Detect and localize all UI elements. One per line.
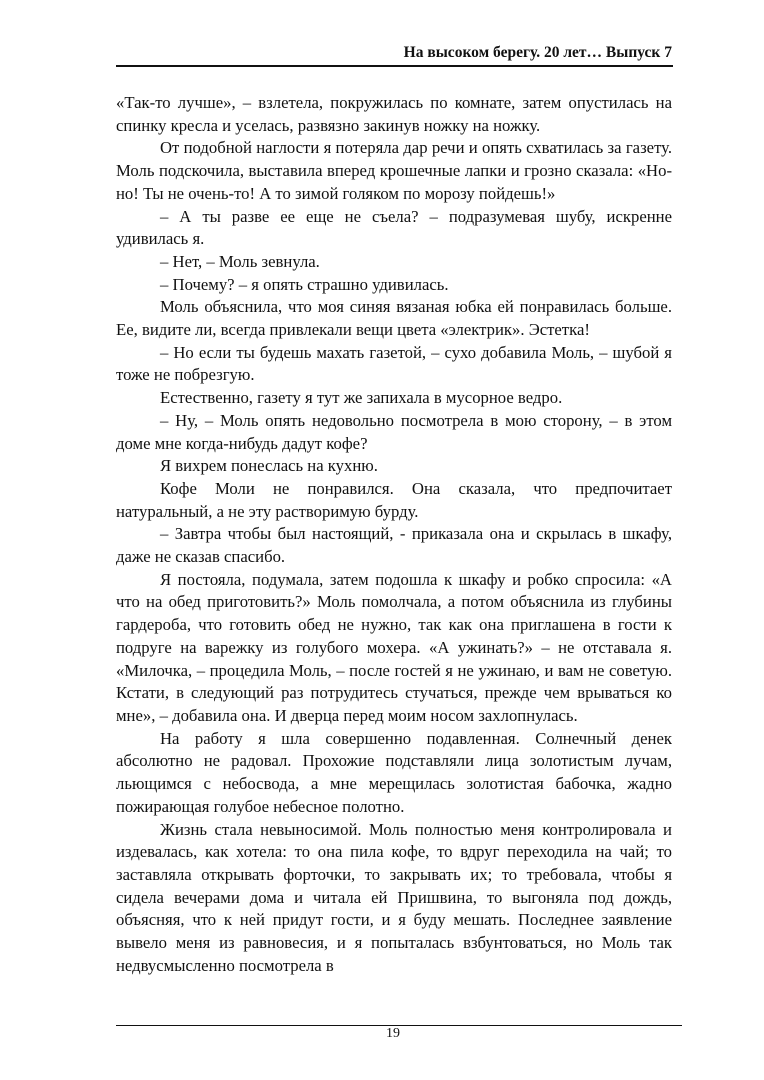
paragraph: – Ну, – Моль опять недовольно посмотрела в мою сторону, – в этом доме мне когда-нибудь дадут кофе? <box>116 410 672 453</box>
paragraph: – Почему? – я опять страшно удивилась. <box>160 274 449 294</box>
page-number: 19 <box>386 1026 400 1041</box>
paragraph: Я постояла, подумала, затем подошла к шкафу и робко спросила: «А что на обед приготовить?» Моль помолчала, а потом объяснила из глубины гардероба, что готовить обед не нужно, так как она приглашена в гости к подруге на варежку из голубого мохера. «А ужинать?» – не отставала я. «Милочка, – процедила Моль, – после гостей я не ужинаю, и вам не советую. Кстати, в следующий раз потрудитесь стучаться, прежде чем врываться ко мне», – добавила она. И дверца перед моим носом захлопнулась. <box>116 569 672 725</box>
running-header-title: На высоком берегу. 20 лет… Выпуск 7 <box>403 44 672 61</box>
header-rule <box>116 65 673 67</box>
paragraph: «Так-то лучше», – взлетела, покружилась по комнате, затем опустилась на спинку кресла и уселась, развязно закинув ножку на ножку. <box>116 93 672 135</box>
paragraph: Я вихрем понеслась на кухню. <box>160 456 378 476</box>
body-text <box>116 92 672 977</box>
paragraph: Естественно, газету я тут же запихала в мусорное ведро. <box>160 388 563 408</box>
paragraph: Жизнь стала невыносимой. Моль полностью меня контролировала и издевалась, как хотела: то она пила кофе, то вдруг переходила на чай; то заставляла открывать форточки, то закрывать их; то требовала, чтобы я сидела вечерами дома и читала ей Пришвина, то выгоняла под дождь, объясняя, что к ней придут гости, и я буду мешать. Последнее заявление вывело меня из равновесия, и я попыталась взбунтоваться, но Моль так недвусмысленно посмотрела в <box>116 819 672 975</box>
paragraph: – Но если ты будешь махать газетой, – сухо добавила Моль, – шубой я тоже не побрезгую. <box>116 342 672 385</box>
paragraph: – А ты разве ее еще не съела? – подразумевая шубу, искренне удивилась я. <box>116 206 672 249</box>
paragraph: От подобной наглости я потеряла дар речи и опять схватилась за газету. Моль подскочила, выставила вперед крошечные лапки и грозно сказала: «Но-но! Ты не очень-то! А то зимой голяком по морозу пойдешь!» <box>116 138 672 203</box>
paragraph: Моль объяснила, что моя синяя вязаная юбка ей понравилась больше. Ее, видите ли, всегда привлекали вещи цвета «электрик». Эстетка! <box>116 297 672 340</box>
paragraph: – Нет, – Моль зевнула. <box>160 251 320 271</box>
paragraph: На работу я шла совершенно подавленная. Солнечный денек абсолютно не радовал. Прохожие подставляли лица золотистым лучам, льющимся с небосвода, а мне мерещилась золотистая бабочка, жадно пожирающая голубое небесное полотно. <box>116 728 672 816</box>
paragraph: – Завтра чтобы был настоящий, - приказала она и скрылась в шкафу, даже не сказав спасибо. <box>116 524 672 567</box>
paragraph: Кофе Моли не понравился. Она сказала, что предпочитает натуральный, а не эту растворимую бурду. <box>116 478 672 521</box>
